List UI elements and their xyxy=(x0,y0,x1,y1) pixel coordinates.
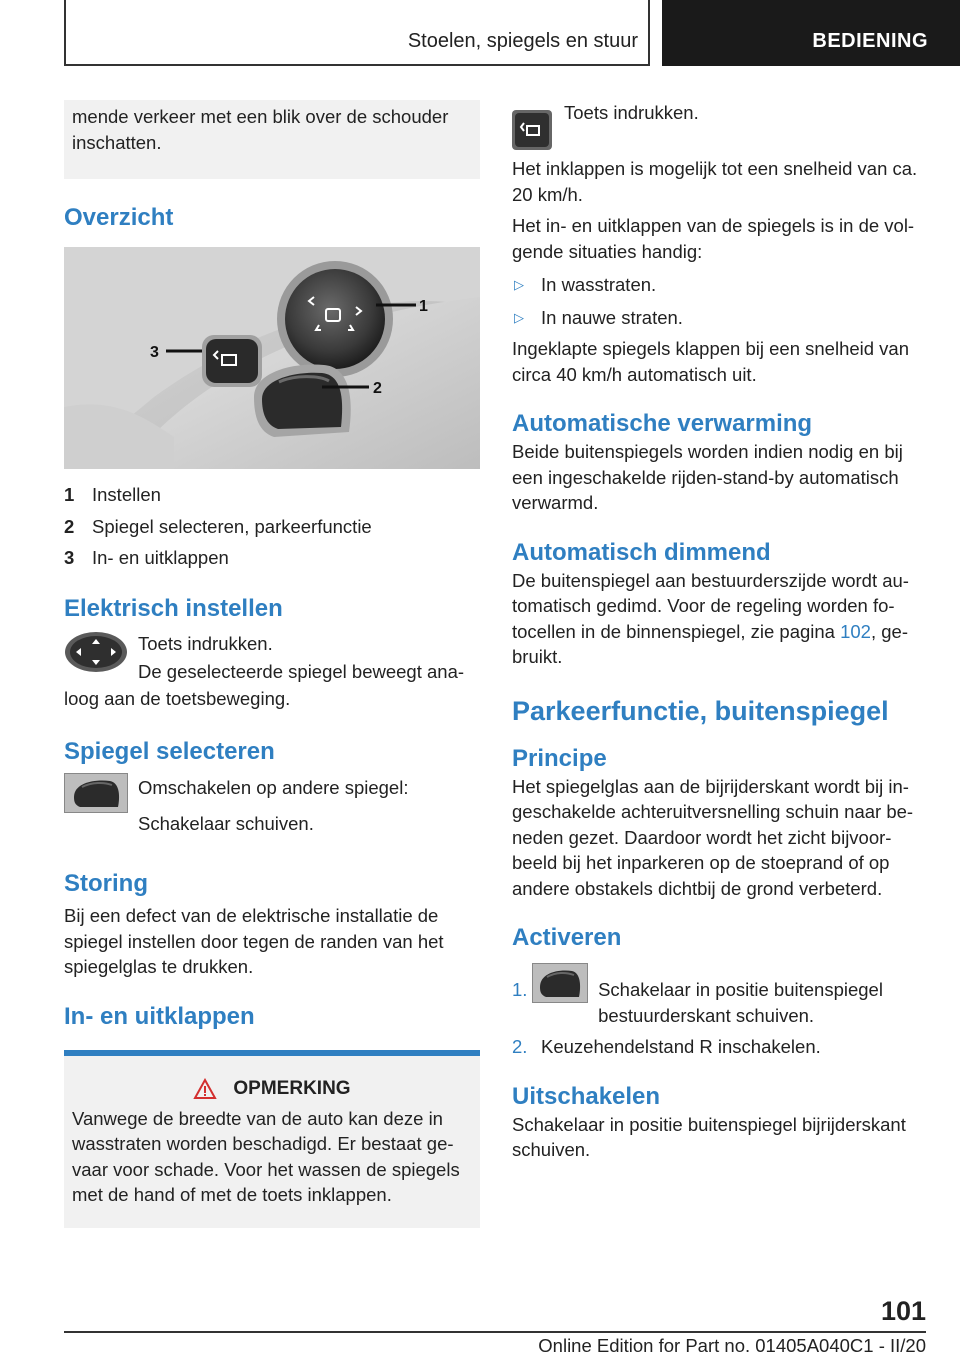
warning-header xyxy=(72,1078,472,1100)
right-column xyxy=(512,100,928,1163)
footer-rule xyxy=(64,1331,926,1333)
fault-heading: Storing xyxy=(64,870,148,897)
header-rule xyxy=(64,64,650,66)
callout-2: 2 xyxy=(373,380,382,397)
intro-text: mende verkeer met een blik over de schouder inschatten. xyxy=(72,106,449,153)
select-line1: Omschakelen op andere spiegel: xyxy=(138,777,409,798)
edition-footer: Online Edition for Part no. 01405A040C1 - II/20 xyxy=(538,1335,926,1356)
electric-line1: Toets indrukken. xyxy=(138,632,273,654)
heating-text: Beide buitenspiegels worden indien nodig en bij een ingeschakelde rijden-stand-by automatisch verwarmd. xyxy=(512,441,903,513)
electric-row xyxy=(64,630,480,686)
electric-line3: loog aan de toetsbeweging. xyxy=(64,687,291,709)
dimming-text: De buitenspiegel aan bestuurderszijde wordt au-tomatisch gedimd. Voor de regeling worden fo-tocellen in de binnenspiegel, zie pagina 102, ge-bruikt. xyxy=(512,569,909,667)
warning-triangle-icon xyxy=(193,1078,217,1100)
mirror-switch-icon xyxy=(64,773,128,813)
bullet-triangle-icon: ▷ xyxy=(514,310,524,325)
callout-1: 1 xyxy=(419,298,428,315)
mirror-switch-icon xyxy=(532,963,588,1003)
select-heading: Spiegel selecteren xyxy=(64,738,275,765)
fold-button-row xyxy=(512,100,928,150)
principle-text: Het spiegelglas aan de bijrijderskant wordt bij in-geschakelde achteruitversnelling schuin naar be-neden gezet. Daardoor wordt het zicht bijvoor-beeld bij het inparkeren op de stoeprand of op andere obstakels dichtbij de grond verbeterd. xyxy=(512,775,914,899)
fold-button-icon xyxy=(512,110,552,150)
principle-heading: Principe xyxy=(512,744,607,772)
step-item: 2. Keuzehendelstand R inschakelen. xyxy=(512,1036,821,1057)
figure-legend xyxy=(64,479,480,574)
warning-text: Vanwege de breedte van de auto kan deze in wasstraten worden beschadigd. Er bestaat ge-vaar voor schade. Voor het wassen de spiegels met de hand of met de toets inklappen. xyxy=(72,1107,460,1205)
list-item: ▷ In nauwe straten. xyxy=(512,301,928,334)
activate-steps xyxy=(512,963,928,1060)
left-column xyxy=(64,100,480,1228)
mirror-controls-photo xyxy=(64,247,480,469)
callout-3: 3 xyxy=(150,344,159,361)
electric-line2: De geselecteerde spiegel beweegt ana- xyxy=(138,660,465,682)
warning-title: OPMERKING xyxy=(233,1077,351,1099)
deactivate-heading: Uitschakelen xyxy=(512,1082,661,1110)
fold-speed-text: Het inklappen is mogelijk tot een snelheid van ca. 20 km/h. xyxy=(512,158,918,205)
auto-unfold-text: Ingeklapte spiegels klappen bij een snelheid van circa 40 km/h automatisch uit. xyxy=(512,338,910,385)
bullet-triangle-icon: ▷ xyxy=(514,277,524,292)
legend-item: 3 In- en uitklappen xyxy=(64,547,229,568)
header-left-rule xyxy=(64,0,66,66)
fault-text: Bij een defect van de elektrische installatie de spiegel instellen door tegen de randen van het spiegelglas te drukken. xyxy=(64,905,444,977)
step-item: 1. Schakelaar in positie buitenspiegel bestuurderskant schuiven. xyxy=(512,963,928,1028)
mirror-controls-illustration xyxy=(64,247,480,469)
page-102-link[interactable]: 102 xyxy=(840,620,871,642)
deactivate-text: Schakelaar in positie buitenspiegel bijrijderskant schuiven. xyxy=(512,1113,906,1160)
section-title: Stoelen, spiegels en stuur xyxy=(407,30,638,52)
press-button-text: Toets indrukken. xyxy=(564,102,699,123)
heating-heading: Automatische verwarming xyxy=(512,410,813,437)
activate-heading: Activeren xyxy=(512,924,622,951)
chapter-tab[interactable] xyxy=(662,0,960,66)
warning-box xyxy=(64,1050,480,1228)
situations-list xyxy=(512,268,928,334)
select-line2: Schakelaar schuiven. xyxy=(138,813,314,834)
list-item: ▷ In wasstraten. xyxy=(512,268,928,301)
fold-situations-text: Het in- en uitklappen van de spiegels is in de vol-gende situaties handig: xyxy=(512,215,915,262)
dimming-heading: Automatisch dimmend xyxy=(512,538,771,566)
header-separator xyxy=(648,0,650,66)
parking-heading: Parkeerfunctie, buitenspiegel xyxy=(512,695,889,726)
chapter-label: BEDIENING xyxy=(812,30,928,52)
intro-box xyxy=(64,100,480,179)
legend-item: 1 Instellen xyxy=(64,484,161,505)
overview-heading: Overzicht xyxy=(64,204,174,231)
legend-item: 2 Spiegel selecteren, parkeerfunctie xyxy=(64,515,372,537)
electric-heading: Elektrisch instellen xyxy=(64,594,283,622)
fold-heading: In- en uitklappen xyxy=(64,1002,255,1030)
adjust-button-icon xyxy=(64,630,128,670)
page-number: 101 xyxy=(880,1296,926,1326)
select-row xyxy=(64,773,480,839)
